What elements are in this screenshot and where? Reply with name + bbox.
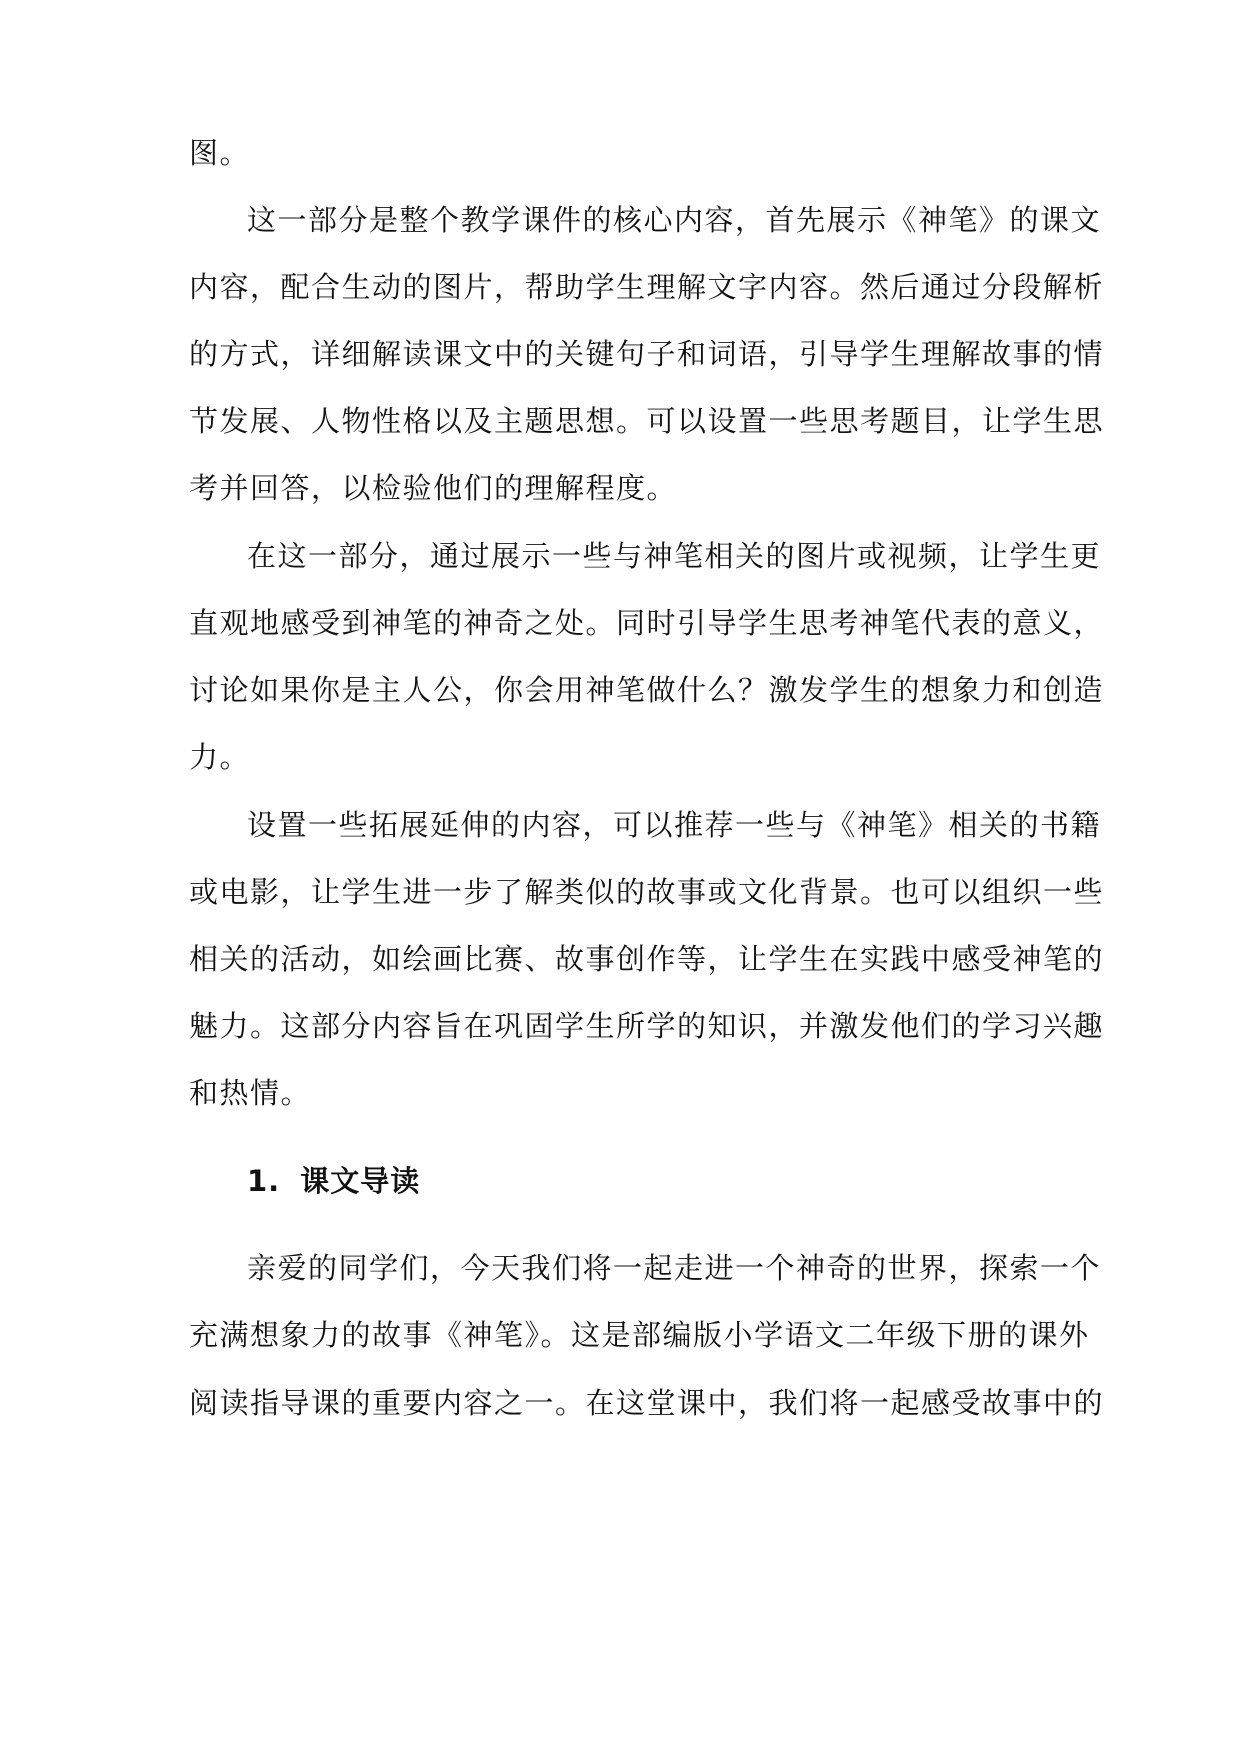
text-line: 考并回答，以检验他们的理解程度。 [189,471,678,505]
text-line: 或电影，让学生进一步了解类似的故事或文化背景。也可以组织一些 [189,875,1105,909]
text-line: 和热情。 [189,1076,312,1110]
text-line: 魅力。这部分内容旨在巩固学生所学的知识，并激发他们的学习兴趣 [189,1009,1105,1043]
text-line: 节发展、人物性格以及主题思想。可以设置一些思考题目，让学生思 [189,404,1105,438]
text-line: 力。 [189,740,251,774]
text-line: 亲爱的同学们，今天我们将一起走进一个神奇的世界，探索一个 [247,1251,1102,1285]
section-number: 1. [247,1164,281,1198]
section-title: 课文导读 [300,1164,421,1198]
section-heading [247,1161,420,1201]
text-line: 内容，配合生动的图片，帮助学生理解文字内容。然后通过分段解析 [189,270,1105,304]
text-line: 讨论如果你是主人公，你会用神笔做什么？激发学生的想象力和创造 [189,673,1105,707]
text-line: 充满想象力的故事《神笔》。这是部编版小学语文二年级下册的课外 [189,1318,1090,1352]
text-line: 在这一部分，通过展示一些与神笔相关的图片或视频，让学生更 [247,539,1102,573]
text-line: 阅读指导课的重要内容之一。在这堂课中，我们将一起感受故事中的 [189,1386,1105,1420]
text-line: 的方式，详细解读课文中的关键句子和词语，引导学生理解故事的情 [189,337,1105,371]
text-line: 这一部分是整个教学课件的核心内容，首先展示《神笔》的课文 [247,203,1102,237]
text-line: 直观地感受到神笔的神奇之处。同时引导学生思考神笔代表的意义， [189,606,1105,640]
text-line: 图。 [189,136,251,170]
text-line: 相关的活动，如绘画比赛、故事创作等，让学生在实践中感受神笔的 [189,942,1105,976]
text-line: 设置一些拓展延伸的内容，可以推荐一些与《神笔》相关的书籍 [247,808,1102,842]
